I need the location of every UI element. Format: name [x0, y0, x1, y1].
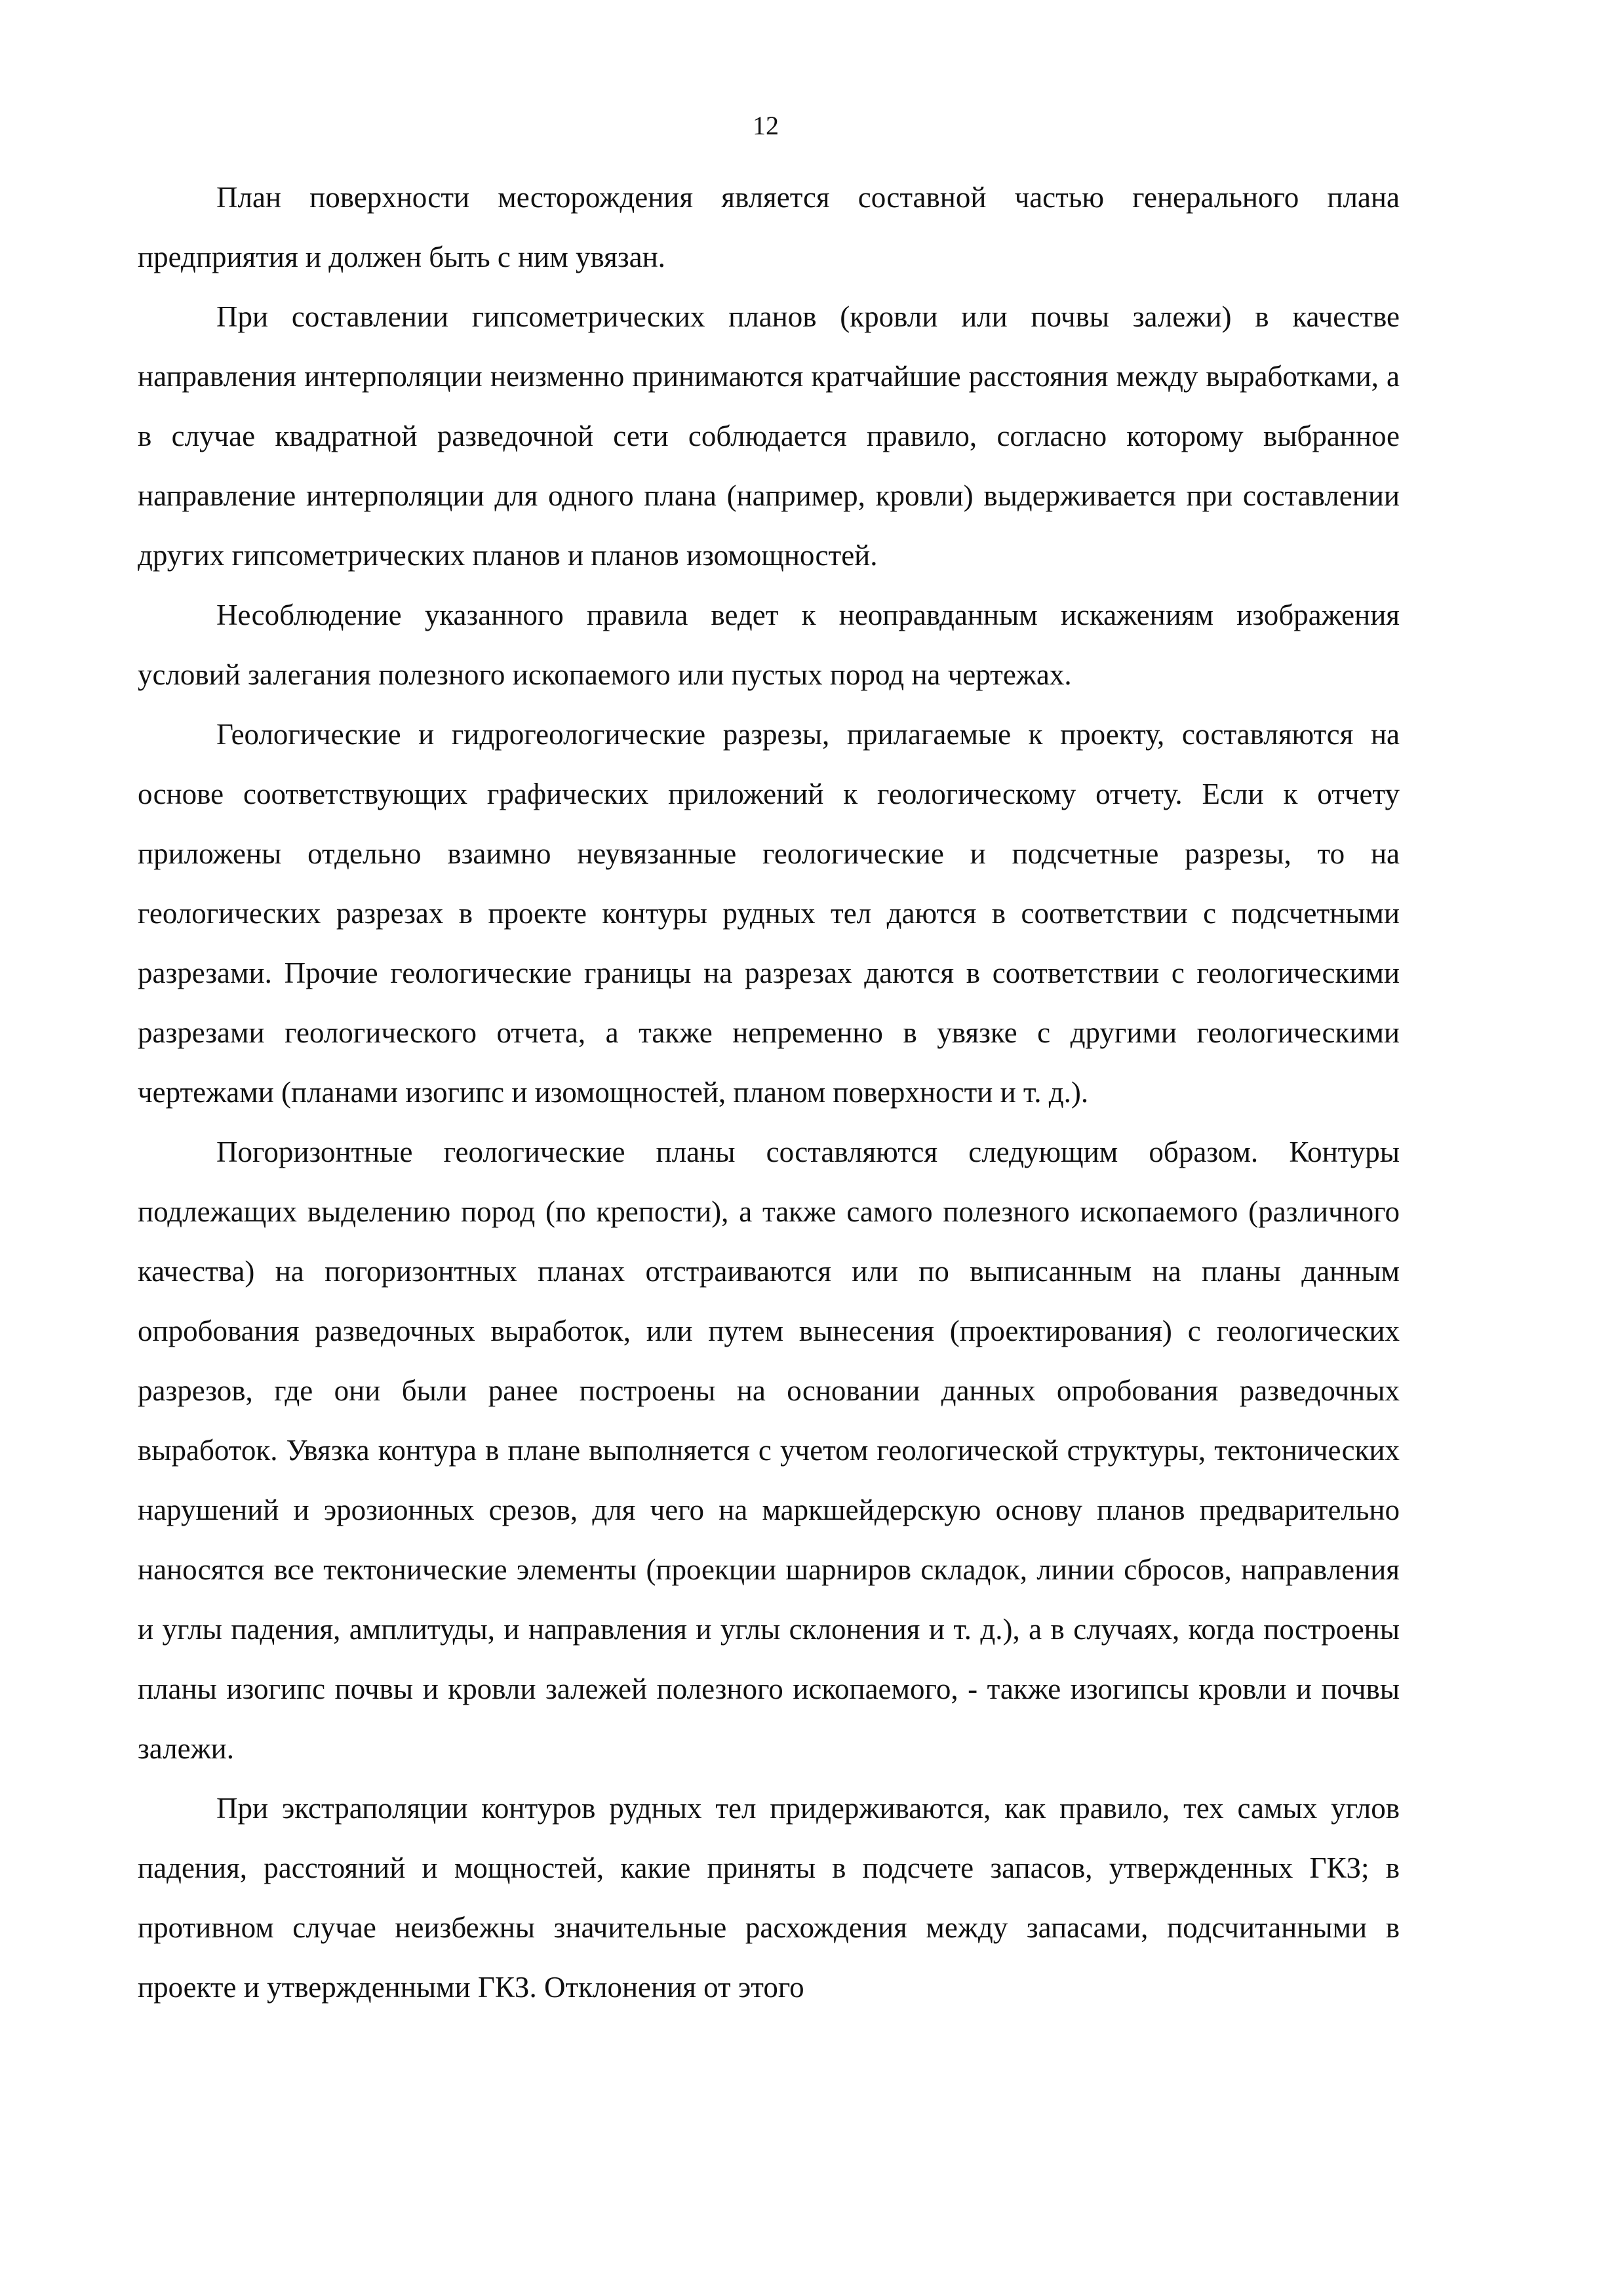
paragraph-hypsometric-plans: При составлении гипсометрических планов (кровли или почвы залежи) в качестве направления интерполяции неизменно принимаются кратчайшие расстояния между выработками, а в случае квадратной разведочной сети соблюдается правило, согласно которому выбранное направление интерполяции для одного плана (например, кровли) выдерживается при составлении других гипсометрических планов и планов изомощностей. [138, 300, 1400, 572]
paragraph-geological-sections: Геологические и гидрогеологические разрезы, прилагаемые к проекту, составляются на основе соответствующих графических приложений к геологическому отчету. Если к отчету приложены отдельно взаимно неувязанные геологические и подсчетные разрезы, то на геологических разрезах в проекте контуры рудных тел даются в соответствии с подсчетными разрезами. Прочие геологические границы на разрезах даются в соответствии с геологическими разрезами геологического отчета, а также непременно в увязке с другими геологическими чертежами (планами изогипс и изомощностей, планом поверхности и т. д.). [138, 718, 1400, 1109]
page-number: 12 [753, 111, 779, 140]
paragraph-extrapolation: При экстраполяции контуров рудных тел придерживаются, как правило, тех самых углов падения, расстояний и мощностей, какие приняты в подсчете запасов, утвержденных ГКЗ; в противном случае неизбежны значительные расхождения между запасами, подсчитанными в проекте и утвержденными ГКЗ. Отклонения от этого [138, 1792, 1400, 2004]
paragraph-level-plans: Погоризонтные геологические планы составляются следующим образом. Контуры подлежащих выделению пород (по крепости), а также самого полезного ископаемого (различного качества) на погоризонтных планах отстраиваются или по выписанным на планы данным опробования разведочных выработок, или путем вынесения (проектирования) с геологических разрезов, где они были ранее построены на основании данных опробования разведочных выработок. Увязка контура в плане выполняется с учетом геологической структуры, тектонических нарушений и эрозионных срезов, для чего на маркшейдерскую основу планов предварительно наносятся все тектонические элементы (проекции шарниров складок, линии сбросов, направления и углы падения, амплитуды, и направления и углы склонения и т. д.), а в случаях, когда построены планы изогипс почвы и кровли залежей полезного ископаемого, - также изогипсы кровли и почвы залежи. [138, 1136, 1400, 1765]
paragraph-rule-violation: Несоблюдение указанного правила ведет к неоправданным искажениям изображения условий залегания полезного ископаемого или пустых пород на чертежах. [138, 599, 1400, 691]
paragraph-site-plan: План поверхности месторождения является составной частью генерального плана предприятия и должен быть с ним увязан. [138, 181, 1400, 273]
document-body [138, 168, 1400, 2017]
